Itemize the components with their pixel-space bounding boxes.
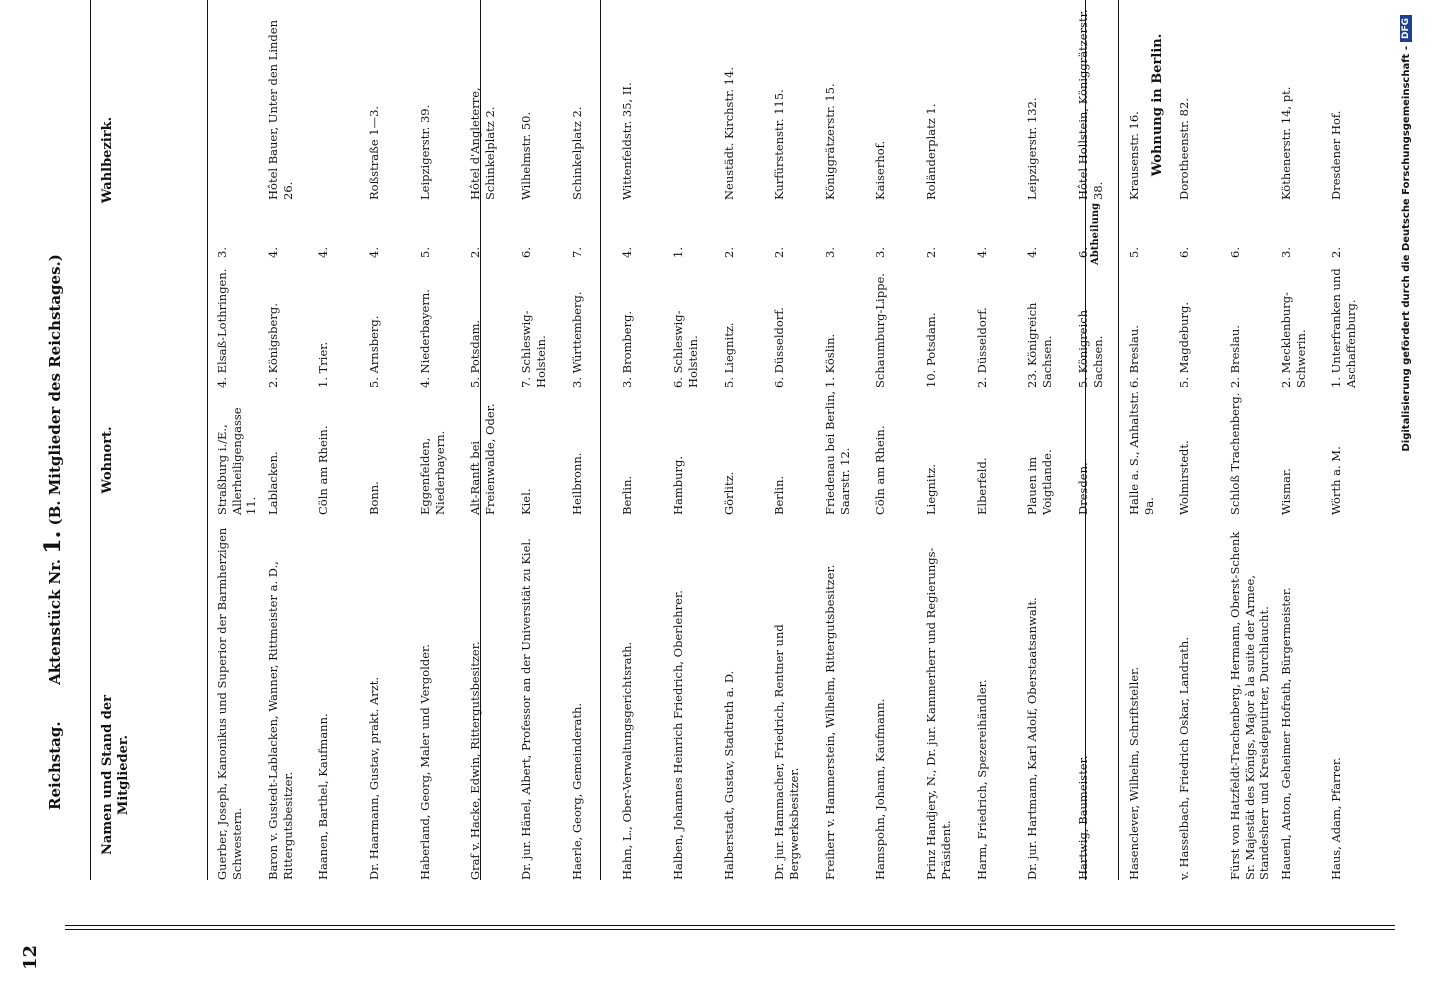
row-district: 2. Breslau. xyxy=(1228,325,1242,388)
row-residence: Berlin. xyxy=(620,475,634,515)
row-district: 3. Württemberg. xyxy=(570,291,584,388)
row-berlin: Leipzigerstr. 132. xyxy=(1025,97,1039,200)
row-district: 23. Königreich Sachsen. xyxy=(1025,302,1054,388)
row-name: Hasenclever, Wilhelm, Schriftsteller. xyxy=(1127,666,1141,880)
row-residence: Berlin. xyxy=(772,475,786,515)
row-name: Dr. Haarmann, Gustav, prakt. Arzt. xyxy=(367,676,381,880)
row-abt: 5. xyxy=(418,247,432,258)
row-abt: 2. xyxy=(924,247,938,258)
row-name: Hamspohn, Johann, Kaufmann. xyxy=(873,698,887,880)
row-name: Haanen, Barthel, Kaufmann. xyxy=(316,713,330,880)
row-name: Hauenl, Anton, Geheimer Hofrath, Bürgermeister. xyxy=(1279,587,1293,880)
row-name: Haberland, Georg, Maler und Vergolder. xyxy=(418,644,432,880)
header-berlin: Wohnung in Berlin. xyxy=(1150,33,1165,177)
running-head-middle: Aktenstück Nr. xyxy=(46,558,64,685)
row-residence: Friedenau bei Berlin, Saarstr. 12. xyxy=(823,390,852,515)
row-abt: 3. xyxy=(873,247,887,258)
row-name: Dr. jur. Hartmann, Karl Adolf, Oberstaatsanwalt. xyxy=(1025,597,1039,880)
row-residence: Eggenfelden, Niederbayern. xyxy=(418,430,447,515)
row-district: 6. Düsseldorf. xyxy=(772,307,786,388)
row-abt: 6. xyxy=(1177,247,1191,258)
row-berlin: Roßstraße 1—3. xyxy=(367,105,381,200)
row-name: Freiherr v. Hammerstein, Wilhelm, Rittergutsbesitzer. xyxy=(823,564,837,880)
row-berlin: Hôtel Bauer, Unter den Linden 26. xyxy=(266,20,295,200)
page-number: 12 xyxy=(20,944,41,970)
row-berlin: Kaiserhof. xyxy=(873,140,887,200)
row-berlin: Schinkelplatz 2. xyxy=(570,106,584,200)
row-abt: 3. xyxy=(215,247,229,258)
row-abt: 6. xyxy=(1228,247,1242,258)
row-abt: 7. xyxy=(570,247,584,258)
header-top-rule xyxy=(90,0,91,880)
row-district: 10. Potsdam. xyxy=(924,312,938,388)
row-residence: Heilbronn. xyxy=(570,452,584,515)
row-district: 3. Bromberg. xyxy=(620,310,634,388)
row-abt: 2. xyxy=(1329,247,1343,258)
col-divider-2 xyxy=(600,0,601,880)
row-district: 1. Köslin. xyxy=(823,333,837,388)
row-name: Hartwig, Baumeister. xyxy=(1076,755,1090,880)
row-abt: 4. xyxy=(367,247,381,258)
row-name: Baron v. Gustedt-Lablacken, Wanner, Rittmeister a. D., Rittergutsbesitzer. xyxy=(266,561,295,880)
row-name: Guerber, Joseph, Kanonikus und Superior der Barmherzigen Schwestern. xyxy=(215,527,244,880)
row-district: 5. Potsdam. xyxy=(468,319,482,388)
row-name: Graf v. Hacke, Edwin, Rittergutsbesitzer. xyxy=(468,641,482,880)
row-name: Dr. jur. Hammacher, Friedrich, Rentner und Bergwerksbesitzer. xyxy=(772,624,801,880)
row-residence: Wörth a. M. xyxy=(1329,446,1343,515)
row-residence: Cöln am Rhein. xyxy=(316,425,330,515)
row-berlin: Wilhelmstr. 50. xyxy=(519,111,533,200)
row-district: 6. Breslau. xyxy=(1127,325,1141,388)
row-district: 2. Königsberg. xyxy=(266,303,280,388)
row-abt: 2. xyxy=(772,247,786,258)
left-border-rule xyxy=(65,929,1395,930)
row-berlin: Roländerplatz 1. xyxy=(924,103,938,200)
row-berlin: Neustädt. Kirchstr. 14. xyxy=(722,67,736,200)
row-berlin: Königgrätzerstr. 15. xyxy=(823,83,837,200)
row-abt: 4. xyxy=(975,247,989,258)
row-berlin: Dorotheenstr. 82. xyxy=(1177,98,1191,200)
row-abt: 4. xyxy=(266,247,280,258)
row-residence: Wolmirstedt. xyxy=(1177,440,1191,515)
row-residence: Hamburg. xyxy=(671,455,685,515)
row-residence: Wismar. xyxy=(1279,468,1293,515)
running-head-number: 1. xyxy=(40,530,66,554)
running-head xyxy=(40,254,66,810)
row-name: Haerle, Georg, Gemeinderath. xyxy=(570,702,584,880)
row-berlin: Hôtel Hollstein, Königgrätzerstr. 38. xyxy=(1076,9,1105,200)
running-head-right: (B. Mitglieder des Reichstages.) xyxy=(46,254,64,526)
row-name: Prinz Handjery, N., Dr. jur. Kammerherr und Regierungs-Präsident. xyxy=(924,547,953,880)
row-district: 5. Liegnitz. xyxy=(722,322,736,388)
row-residence: Elberfeld. xyxy=(975,457,989,515)
row-district: 2. Mecklenburg-Schwerin. xyxy=(1279,291,1308,388)
sidebar-credit: Digitalisierung gefördert durch die Deutsche Forschungsgemeinschaft - xyxy=(1400,46,1412,452)
row-district: 5. Königreich Sachsen. xyxy=(1076,309,1105,388)
row-residence: Plauen im Voigtlande. xyxy=(1025,449,1054,515)
row-district: 2. Düsseldorf. xyxy=(975,307,989,388)
row-berlin: Köthenerstr. 14, pt. xyxy=(1279,86,1293,200)
running-head-left: Reichstag. xyxy=(46,721,64,810)
row-name: Harm, Friedrich, Spezereihändler. xyxy=(975,679,989,880)
row-name: Hahn, L., Ober-Verwaltungsgerichtsrath. xyxy=(620,641,634,880)
row-berlin: Leipzigerstr. 39. xyxy=(418,104,432,200)
row-residence: Kiel. xyxy=(519,488,533,515)
row-abt: 3. xyxy=(1279,247,1293,258)
row-name: Halben, Johannes Heinrich Friedrich, Oberlehrer. xyxy=(671,590,685,880)
row-abt: 1. xyxy=(671,247,685,258)
row-district: 1. Unterfranken und Aschaffenburg. xyxy=(1329,268,1358,388)
row-berlin: Hôtel d'Angleterre, Schinkelplatz 2. xyxy=(468,87,497,200)
row-residence: Bonn. xyxy=(367,481,381,515)
row-berlin: Krausenstr. 16. xyxy=(1127,111,1141,200)
row-residence: Görlitz. xyxy=(722,471,736,515)
row-residence: Liegnitz. xyxy=(924,464,938,515)
row-berlin: Dresdener Hof. xyxy=(1329,110,1343,200)
row-abt: 2. xyxy=(722,247,736,258)
row-name: Dr. jur. Hänel, Albert, Professor an der Universität zu Kiel. xyxy=(519,538,533,880)
row-abt: 5. xyxy=(1127,247,1141,258)
row-residence: Alt-Ranft bei Freienwalde, Oder. xyxy=(468,403,497,515)
row-abt: 4. xyxy=(316,247,330,258)
row-district: 5. Arnsberg. xyxy=(367,315,381,388)
row-district: 4. Niederbayern. xyxy=(418,289,432,388)
row-district: Schaumburg-Lippe. xyxy=(873,273,887,388)
row-residence: Cöln am Rhein. xyxy=(873,425,887,515)
row-abt: 3. xyxy=(823,247,837,258)
header-abteilung: Abtheilung xyxy=(1090,202,1101,265)
left-border-rule-2 xyxy=(65,925,1395,926)
row-district: 7. Schleswig-Holstein. xyxy=(519,310,548,388)
row-residence: Halle a. S., Anhaltstr. 9a. xyxy=(1127,391,1156,515)
row-district: 6. Schleswig-Holstein. xyxy=(671,310,700,388)
row-name: Halberstadt, Gustav, Stadtrath a. D. xyxy=(722,670,736,880)
row-residence: Dresden. xyxy=(1076,462,1090,515)
header-residence: Wohnort. xyxy=(100,426,115,494)
row-abt: 6. xyxy=(1076,247,1090,258)
header-name: Namen und Stand der Mitglieder. xyxy=(100,695,132,855)
col-divider-4 xyxy=(1118,0,1119,880)
row-district: 1. Trier. xyxy=(316,341,330,388)
row-residence: Straßburg i./E., Allerheiligengasse 11. xyxy=(215,407,259,515)
row-berlin: Wittenfeldstr. 35, II. xyxy=(620,82,634,200)
row-abt: 4. xyxy=(1025,247,1039,258)
row-name: Haus, Adam, Pfarrer. xyxy=(1329,757,1343,880)
row-residence: Lablacken. xyxy=(266,451,280,515)
row-district: 5. Magdeburg. xyxy=(1177,301,1191,388)
row-abt: 6. xyxy=(519,247,533,258)
row-abt: 4. xyxy=(620,247,634,258)
row-berlin: Kurfürstenstr. 115. xyxy=(772,89,786,200)
header-district: Wahlbezirk. xyxy=(100,116,115,204)
row-abt: 2. xyxy=(468,247,482,258)
header-bottom-rule xyxy=(207,0,208,880)
row-name: v. Hasselbach, Friedrich Oskar, Landrath. xyxy=(1177,637,1191,880)
dfg-logo: DFG xyxy=(1400,15,1412,42)
row-name: Fürst von Hatzfeldt-Trachenberg, Hermann, Oberst-Schenk Sr. Majestät des Königs, Major à la suite der Armee, Standesherr und Kreisdeputirter, Durchlaucht. xyxy=(1228,531,1272,880)
row-district: 4. Elsaß-Lothringen. xyxy=(215,268,229,388)
digitization-sidebar xyxy=(1389,5,1423,995)
row-residence: Schloß Trachenberg. xyxy=(1228,392,1242,515)
